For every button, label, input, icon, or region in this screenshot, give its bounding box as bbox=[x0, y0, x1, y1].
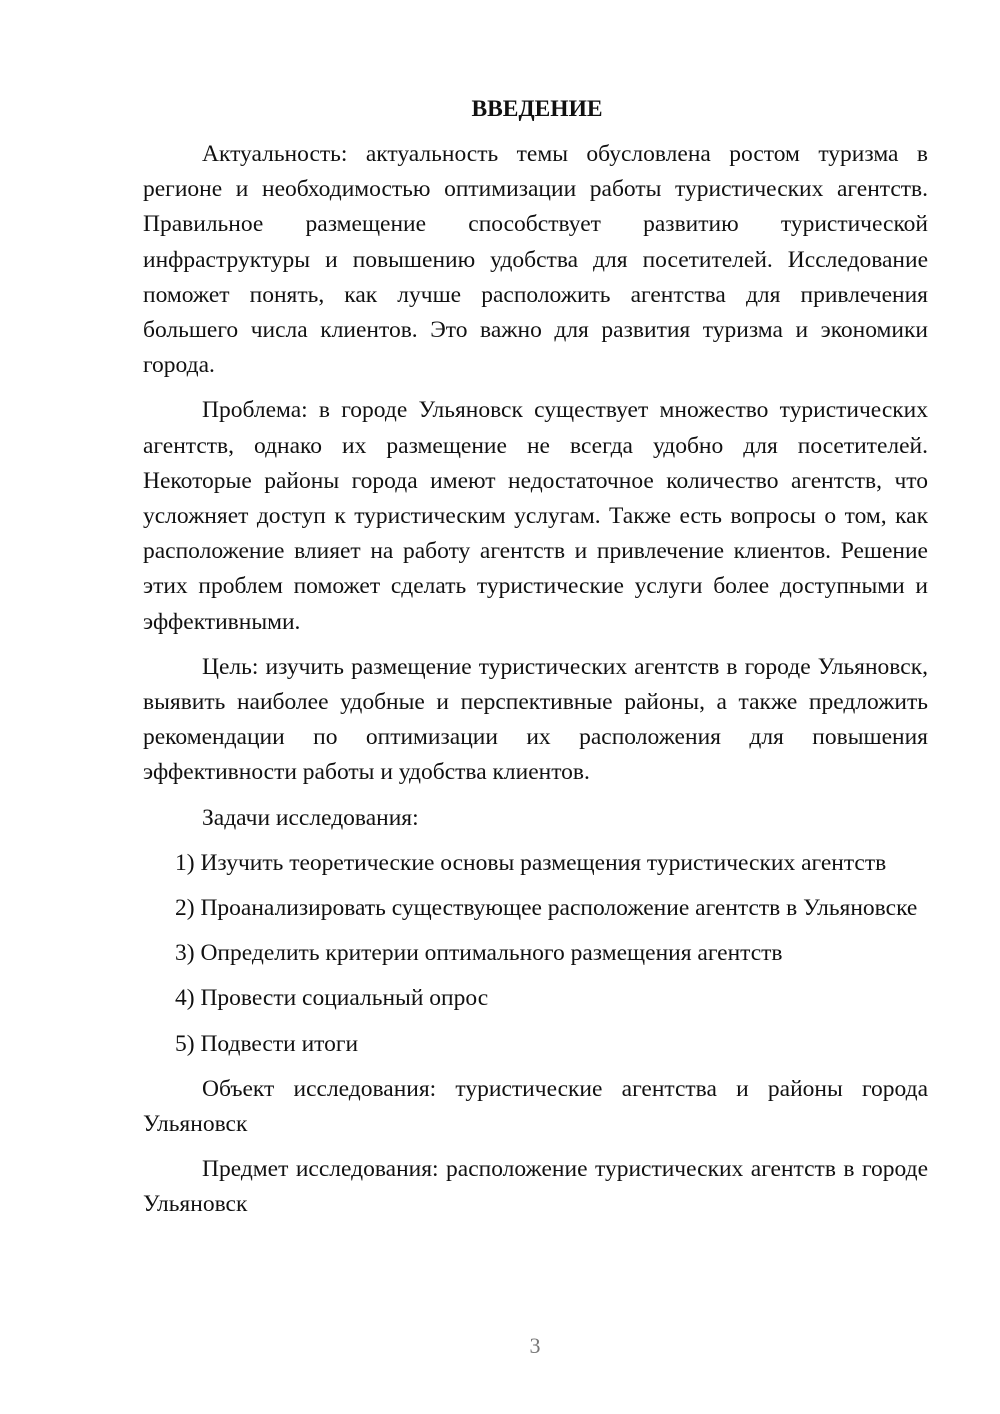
page-number: 3 bbox=[529, 1333, 541, 1358]
goal-paragraph: Цель: изучить размещение туристических агентств в городе Ульяновск, выявить наиболее удобные и перспективные районы, а также предложить рекомендации по оптимизации их расположения для повышения эффективности работы и удобства клиентов. bbox=[143, 653, 928, 786]
task-item-4: 4) Провести социальный опрос bbox=[175, 985, 489, 1012]
object-paragraph: Объект исследования: туристические агентства и районы города Ульяновск bbox=[143, 1075, 928, 1138]
task-item-2: 2) Проанализировать существующее расположение агентств в Ульяновске bbox=[175, 895, 918, 922]
task-item-5: 5) Подвести итоги bbox=[175, 1030, 359, 1057]
relevance-paragraph: Актуальность: актуальность темы обусловлена ростом туризма в регионе и необходимостью оптимизации работы туристических агентств. Правильное размещение способствует развитию туристической инфраструктуры и повышению удобства для посетителей. Исследование поможет понять, как лучше расположить агентства для привлечения большего числа клиентов. Это важно для развития туризма и экономики города. bbox=[143, 141, 928, 379]
subject-paragraph: Предмет исследования: расположение туристических агентств в городе Ульяновск bbox=[143, 1156, 928, 1218]
page-content bbox=[143, 92, 928, 1233]
page-title: ВВЕДЕНИЕ bbox=[471, 96, 603, 122]
tasks-heading: Задачи исследования: bbox=[202, 804, 419, 831]
task-item-3: 3) Определить критерии оптимального размещения агентств bbox=[175, 940, 783, 967]
problem-paragraph: Проблема: в городе Ульяновск существует множество туристических агентств, однако их размещение не всегда удобно для посетителей. Некоторые районы города имеют недостаточное количество агентств, что усложняет доступ к туристическим услугам. Также есть вопросы о том, как расположение влияет на работу агентств и привлечение клиентов. Решение этих проблем поможет сделать туристические услуги более доступными и эффективными. bbox=[143, 397, 928, 635]
task-item-1: 1) Изучить теоретические основы размещения туристических агентств bbox=[175, 849, 887, 876]
